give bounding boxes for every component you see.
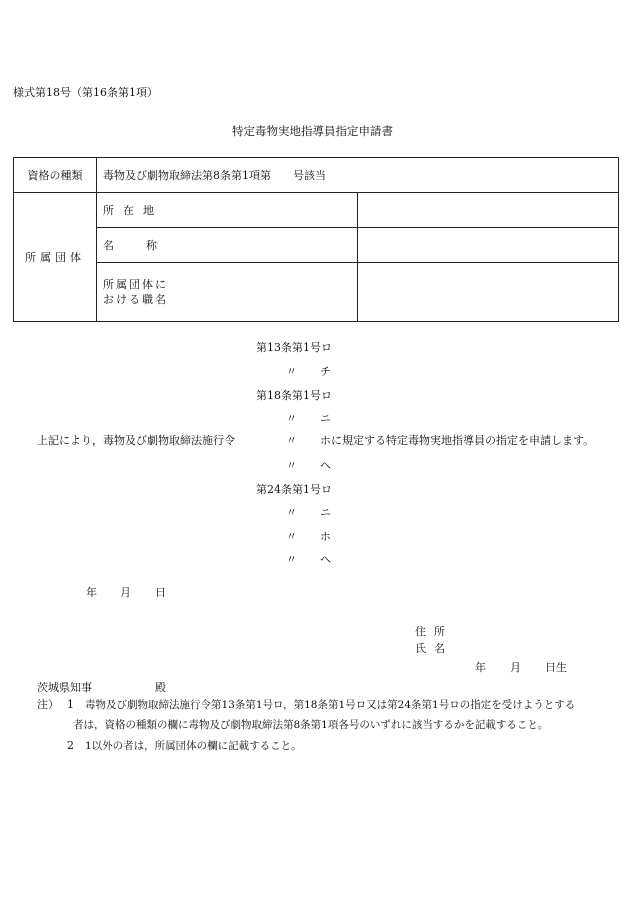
position-label-line2: おける職名	[103, 293, 168, 306]
provision-item: チ	[320, 365, 331, 378]
date-year: 年	[86, 586, 97, 599]
note-number: 2	[67, 739, 74, 752]
provision-item: ホ	[320, 434, 331, 447]
ditto-mark: 〃	[286, 459, 297, 472]
name-label: 名称	[97, 228, 358, 263]
name-input[interactable]	[358, 228, 619, 263]
ditto-mark: 〃	[286, 506, 297, 519]
note-text-line: 者は，資格の種類の欄に毒物及び劇物取締法第8条第1項各号のいずれに該当するかを記載すること。	[73, 719, 549, 731]
date-day: 日	[155, 586, 166, 599]
body-tail-text: に規定する特定毒物実地指導員の指定を申請します。	[331, 434, 595, 447]
qualification-label: 資格の種類	[14, 158, 97, 193]
provision-article: 第18条第1号ロ	[256, 389, 332, 402]
form-number: 様式第18号（第16条第1項）	[13, 86, 158, 99]
birth-month: 月	[510, 661, 521, 674]
provision-item: ヘ	[320, 459, 331, 472]
ditto-mark: 〃	[286, 434, 297, 447]
note-text-line: 1以外の者は，所属団体の欄に記載すること。	[85, 740, 302, 752]
ditto-mark: 〃	[286, 365, 297, 378]
position-input[interactable]	[358, 263, 619, 322]
provision-article: 第24条第1号ロ	[256, 483, 332, 496]
notes-label: 注）	[37, 698, 59, 711]
applicant-name-label: 氏名	[415, 642, 453, 655]
ditto-mark: 〃	[286, 412, 297, 425]
org-label: 所属団体	[25, 251, 85, 264]
birth-year: 年	[475, 661, 486, 674]
provision-article: 第13条第1号ロ	[256, 341, 332, 354]
org-label-cell	[14, 193, 97, 322]
birth-day: 日生	[545, 661, 567, 674]
position-label	[97, 263, 358, 322]
date-month: 月	[120, 586, 131, 599]
address-input[interactable]	[358, 193, 619, 228]
provision-item: ヘ	[320, 553, 331, 566]
honorific: 殿	[155, 681, 166, 694]
note-text-line: 毒物及び劇物取締法施行令第13条第1号ロ，第18条第1号ロ又は第24条第1号ロの指定を受けようとする	[85, 699, 576, 711]
addressee: 茨城県知事	[37, 681, 92, 694]
application-table	[13, 157, 619, 322]
body-lead-text: 上記により，毒物及び劇物取締法施行令	[37, 434, 235, 447]
page-title: 特定毒物実地指導員指定申請書	[232, 124, 393, 138]
provision-item: ニ	[320, 506, 331, 519]
provision-item: ホ	[320, 530, 331, 543]
address-label: 所在地	[97, 193, 358, 228]
ditto-mark: 〃	[286, 553, 297, 566]
provision-item: ニ	[320, 412, 331, 425]
position-label-line1: 所属団体に	[103, 278, 168, 291]
applicant-address-label: 住所	[415, 625, 453, 638]
ditto-mark: 〃	[286, 530, 297, 543]
qualification-value: 毒物及び劇物取締法第8条第1項第 号該当	[97, 158, 619, 193]
note-number: 1	[67, 698, 74, 711]
